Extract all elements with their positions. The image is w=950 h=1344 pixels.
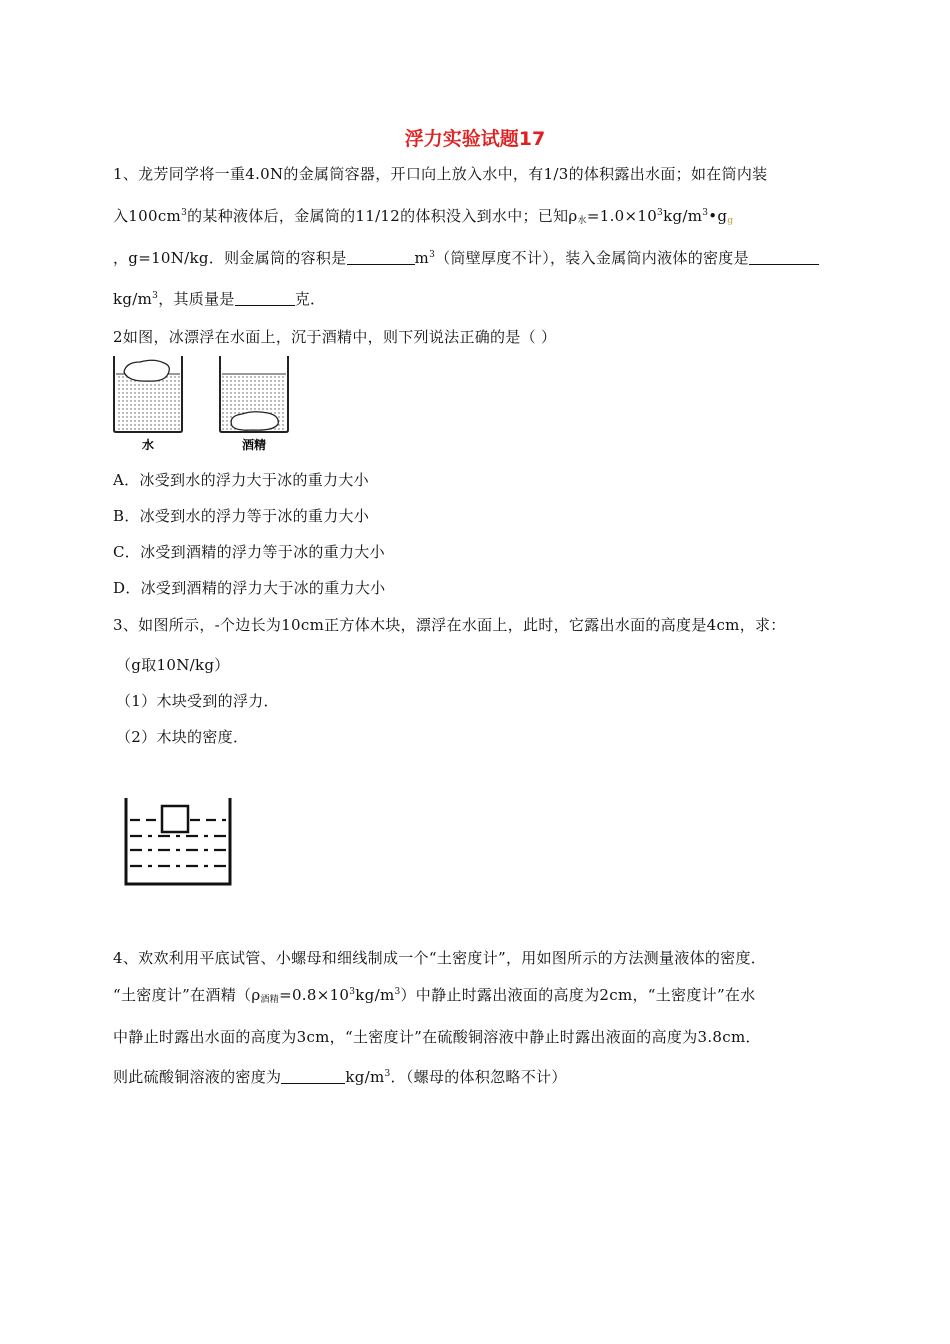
q1-line3: ，g=10N/kg．则金属筒的容积是 $m^3$（筒壁厚度不计），装入金属筒内液体的密度是 — [113, 247, 819, 268]
q4-line1: 4、欢欢利用平底试管、小螺母和细线制成一个“土密度计”，用如图所示的方法测量液体的密度． — [113, 949, 767, 967]
label-alcohol: 酒精 — [242, 438, 267, 452]
q1-line1: 1、龙芳同学将一重4.0N的金属筒容器，开口向上放入水中，有1/3的体积露出水面；如在筒内装 — [113, 165, 768, 183]
q2-option-b: B．冰受到水的浮力等于冰的重力大小 — [113, 507, 370, 525]
q2-option-d: D．冰受到酒精的浮力大于冰的重力大小 — [113, 579, 386, 597]
answer-blank-mass[interactable] — [235, 292, 295, 306]
beakers-figure — [110, 352, 290, 454]
q4-line4: 则此硫酸铜溶液的密度为 $kg/m^3$．（螺母的体积忽略不计） — [113, 1068, 567, 1086]
answer-blank-density[interactable] — [749, 251, 819, 265]
answer-blank-copper-sulfate-density[interactable] — [281, 1070, 345, 1084]
answer-blank-volume[interactable] — [347, 251, 415, 265]
alcohol-beaker — [220, 356, 288, 432]
document-title: 浮力实验试题17 — [404, 128, 546, 150]
q3-stem: 3、如图所示，-个边长为10cm正方体木块，漂浮在水面上，此时，它露出水面的高度是4cm，求： — [113, 616, 786, 634]
q2-stem: 2如图，冰漂浮在水面上，沉于酒精中，则下列说法正确的是（ ） — [113, 328, 557, 346]
q1-line4: $kg/m^3$，其质量是 克． — [113, 290, 326, 308]
q3-part2: （2）木块的密度． — [116, 728, 249, 746]
water-beaker — [114, 356, 182, 432]
q3-part1: （1）木块受到的浮力． — [116, 692, 279, 710]
wood-block — [162, 806, 188, 832]
ice-sunk — [231, 412, 278, 430]
label-water: 水 — [142, 438, 155, 452]
q4-line2: “土密度计”在酒精$(\rho_{酒精}=0.8\times 10^3kg/m^3)$中静止时露出液面的高度为2cm，“土密度计”在水 — [113, 986, 756, 1005]
wood-block-figure — [122, 796, 236, 888]
q2-option-c: C．冰受到酒精的浮力等于冰的重力大小 — [113, 543, 385, 561]
q1-line2: 入$100cm^3$的某种液体后，金属筒的11/12的体积没入到水中；已知$\rho_水=1.0\times 10^3kg/m^3•g_g$ — [113, 207, 734, 226]
q3-given: （g取10N/kg） — [116, 656, 230, 674]
ice-floating — [124, 360, 169, 381]
q2-option-a: A．冰受到水的浮力大于冰的重力大小 — [113, 471, 369, 489]
q4-line3: 中静止时露出水面的高度为3cm，“土密度计”在硫酸铜溶液中静止时露出液面的高度为3.8cm． — [113, 1028, 761, 1046]
